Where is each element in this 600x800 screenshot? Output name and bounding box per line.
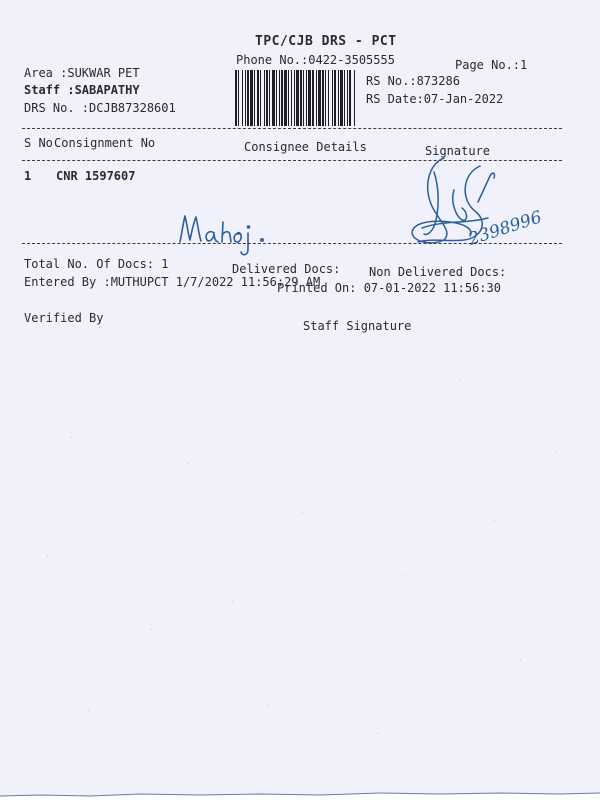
printed-on: Printed On: 07-01-2022 11:56:30 (277, 281, 501, 295)
phone-number: Phone No.:0422-3505555 (236, 53, 395, 67)
scan-speck (302, 512, 303, 513)
scan-speck (232, 601, 233, 602)
scan-speck (47, 556, 48, 557)
scan-speck (405, 574, 406, 575)
scan-speck (520, 660, 521, 661)
scan-speck (268, 705, 269, 706)
scan-speck (71, 437, 72, 438)
scan-speck (494, 520, 495, 521)
scan-speck (188, 463, 189, 464)
staff-label: Staff : (24, 83, 75, 97)
handwritten-receiver-name (176, 208, 271, 260)
rs-date: RS Date:07-Jan-2022 (366, 92, 504, 106)
non-delivered-docs: Non Delivered Docs: (369, 265, 507, 279)
receiver-name-text: Manoj. (176, 208, 180, 209)
handwritten-number-text: 2398996 (466, 207, 545, 250)
staff-signature-label: Staff Signature (303, 319, 412, 333)
column-header-consignment-no: Consignment No (54, 136, 156, 150)
page-number: Page No.:1 (455, 58, 528, 72)
document-title: TPC/CJB DRS - PCT (255, 34, 397, 49)
staff-field (24, 83, 140, 97)
scan-speck (459, 380, 460, 381)
row-serial-number: 1 (24, 169, 32, 183)
handwritten-number (464, 205, 545, 250)
staff-name: SABAPATHY (74, 83, 140, 97)
verified-by: Verified By (24, 311, 104, 325)
scan-speck (556, 451, 557, 452)
signature-number-text: 2398996 (404, 150, 409, 151)
scan-speck (151, 629, 152, 630)
column-header-consignee-details: Consignee Details (244, 140, 367, 154)
divider-top (22, 128, 562, 129)
column-header-sno: S No (24, 136, 53, 150)
rs-number: RS No.:873286 (366, 74, 460, 88)
entered-by: Entered By :MUTHUPCT 1/7/2022 11:56:29 AM (24, 275, 321, 289)
divider-bottom (22, 243, 562, 244)
column-header-signature: Signature (425, 144, 491, 158)
row-consignment-number: CNR 1597607 (56, 169, 136, 183)
total-docs: Total No. Of Docs: 1 (24, 257, 169, 271)
paper-bottom-edge (0, 788, 600, 800)
scan-speck (88, 710, 89, 711)
area-field: Area :SUKWAR PET (24, 66, 140, 80)
scan-speck (377, 733, 378, 734)
barcode (233, 70, 358, 126)
drs-number: DRS No. :DCJB87328601 (24, 101, 176, 115)
delivered-docs: Delivered Docs: (232, 262, 341, 276)
